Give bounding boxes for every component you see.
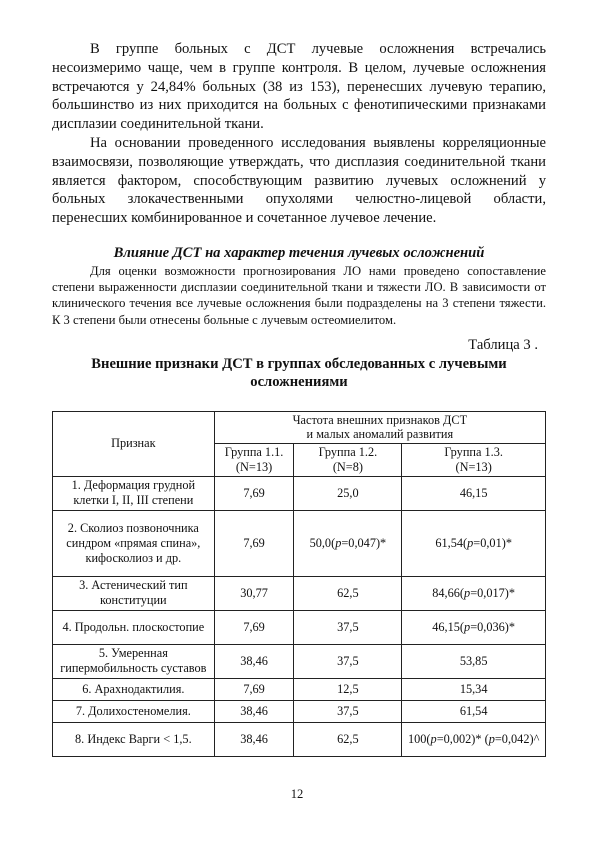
- cell-sign: 2. Сколиоз позвоночника синдром «прямая спина», кифосколиоз и др.: [53, 510, 215, 576]
- cell-sign: 1. Деформация грудной клетки I, II, III степени: [53, 476, 215, 510]
- table-row: [53, 700, 546, 722]
- cell-g1: 7,69: [214, 678, 294, 700]
- cell-g2: 12,5: [294, 678, 402, 700]
- header-frequency-line1: Частота внешних признаков ДСТ: [292, 412, 468, 427]
- header-group-1: Группа 1.1. (N=13): [214, 444, 294, 477]
- cell-sign: 5. Умеренная гипермобильность суставов: [53, 644, 215, 678]
- cell-g3: 46,15: [402, 476, 546, 510]
- cell-g1: 38,46: [214, 722, 294, 756]
- table-row: [53, 576, 546, 610]
- cell-sign: 4. Продольн. плоскостопие: [53, 610, 215, 644]
- cell-g1: 7,69: [214, 476, 294, 510]
- cell-g3: 53,85: [402, 644, 546, 678]
- table-header-row: [53, 411, 546, 444]
- header-group-3: Группа 1.3. (N=13): [402, 444, 546, 477]
- header-sign: Признак: [53, 411, 215, 476]
- cell-g2: 37,5: [294, 610, 402, 644]
- cell-g1: 38,46: [214, 644, 294, 678]
- cell-g2: 62,5: [294, 722, 402, 756]
- cell-g3: 61,54: [402, 700, 546, 722]
- cell-g3: 61,54(p=0,01)*: [402, 510, 546, 576]
- cell-g1: 30,77: [214, 576, 294, 610]
- table-row: [53, 644, 546, 678]
- cell-g3: 46,15(p=0,036)*: [402, 610, 546, 644]
- table-title: Внешние признаки ДСТ в группах обследованных с лучевыми осложнениями: [91, 355, 507, 391]
- table-number: Таблица 3 .: [468, 336, 538, 353]
- paragraph-1: В группе больных с ДСТ лучевые осложнения встречались несоизмеримо чаще, чем в группе контроля. В целом, лучевые осложнения встречаются у 24,84% больных (38 из 153), перенесших лучевую терапию, большинство из них приходится на больных с фенотипическими признаками дисплазии соединительной ткани.: [52, 41, 546, 133]
- cell-g1: 38,46: [214, 700, 294, 722]
- cell-sign: 3. Астенический тип конституции: [53, 576, 215, 610]
- signs-table: [52, 411, 546, 757]
- table-row: [53, 722, 546, 756]
- cell-g1: 7,69: [214, 610, 294, 644]
- cell-sign: 8. Индекс Варги < 1,5.: [53, 722, 215, 756]
- header-group-2: Группа 1.2. (N=8): [294, 444, 402, 477]
- table-row: [53, 610, 546, 644]
- table-row: [53, 678, 546, 700]
- cell-g1: 7,69: [214, 510, 294, 576]
- header-frequency-line2: и малых аномалий развития: [306, 427, 454, 442]
- header-frequency: [214, 411, 545, 444]
- cell-sign: 7. Долихостеномелия.: [53, 700, 215, 722]
- cell-g2: 62,5: [294, 576, 402, 610]
- paragraph-2: На основании проведенного исследования выявлены корреляционные взаимосвязи, позволяющие утверждать, что дисплазия соединительной ткани является фактором, способствующим развитию лучевых осложнений у больных злокачественными опухолями челюстно-лицевой области, перенесших комбинированное и сочетанное лучевое лечение.: [52, 134, 546, 227]
- page-content: [52, 40, 546, 757]
- cell-g2: 37,5: [294, 700, 402, 722]
- cell-g3: 84,66(p=0,017)*: [402, 576, 546, 610]
- section-title: Влияние ДСТ на характер течения лучевых осложнений: [113, 244, 485, 261]
- cell-g2: 37,5: [294, 644, 402, 678]
- cell-g2: 50,0(p=0,047)*: [294, 510, 402, 576]
- page-number: 12: [290, 787, 304, 801]
- section-text: Для оценки возможности прогнозирования ЛО нами проведено сопоставление степени выраженности дисплазии соединительной ткани и тяжести ЛО. В зависимости от клинического течения все лучевые осложнения были подразделены на 3 степени тяжести. К 3 степени были отнесены больные с лучевым остеомиелитом.: [52, 263, 546, 327]
- cell-g3: 100(p=0,002)* (p=0,042)^: [402, 722, 546, 756]
- table-body: [53, 476, 546, 756]
- table-row: [53, 510, 546, 576]
- table-row: [53, 476, 546, 510]
- cell-sign: 6. Арахнодактилия.: [53, 678, 215, 700]
- cell-g3: 15,34: [402, 678, 546, 700]
- cell-g2: 25,0: [294, 476, 402, 510]
